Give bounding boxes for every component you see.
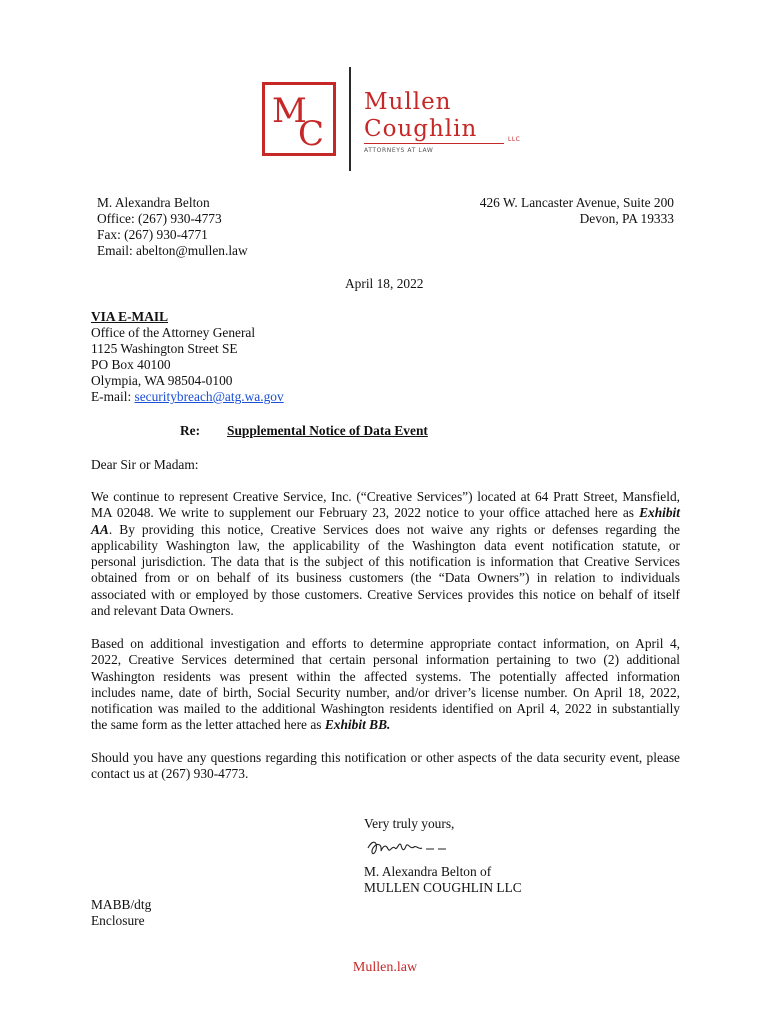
exhibit-aa-ref-part2: AA: [91, 521, 109, 537]
paragraph-3-line: Should you have any questions regarding this notification or other aspects of the data security event, please: [91, 750, 680, 765]
enclosure-note: Enclosure: [91, 913, 145, 928]
salutation: Dear Sir or Madam:: [91, 457, 199, 472]
reference-initials: MABB/dtg: [91, 897, 152, 912]
valediction: Very truly yours,: [364, 816, 455, 831]
sender-email: Email: abelton@mullen.law: [97, 243, 248, 258]
sender-name: M. Alexandra Belton: [97, 195, 210, 210]
paragraph-1-line: obtained from or on behalf of its business customers (the “Data Owners”) in relation to individuals: [91, 570, 680, 586]
signer-firm: MULLEN COUGHLIN LLC: [364, 880, 522, 895]
svg-text:C: C: [298, 114, 325, 154]
paragraph-3-line: contact us at (267) 930-4773.: [91, 766, 249, 782]
letter-date: April 18, 2022: [345, 276, 424, 291]
paragraph-2-line: Washington residents was present within the affected systems. The potentially affected information: [91, 668, 680, 684]
sender-fax: Fax: (267) 930-4771: [97, 227, 208, 242]
paragraph-2-line: includes name, date of birth, Social Security number, and/or driver’s license number. On April 18, 2022,: [91, 684, 680, 700]
handwritten-signature: [364, 836, 464, 858]
mc-logo-mark: [262, 82, 336, 156]
svg-text:M: M: [272, 91, 307, 131]
paragraph-1-line: and relevant Data Owners.: [91, 603, 234, 619]
brand-name-mullen: Mullen: [364, 89, 452, 115]
paragraph-1-line: applicability Washington law, the applicability of the Washington data event notification statute, or: [91, 537, 680, 553]
brand-underline: [364, 143, 504, 144]
paragraph-1-line: personal jurisdiction. The data that is the subject of this notification is information that Creative Services: [91, 554, 680, 570]
re-label: Re:: [180, 423, 201, 438]
paragraph-1-line: associated with or employed by those customers. Creative Services provides this notice on behalf of itself: [91, 586, 680, 602]
paragraph-2-line: Based on additional investigation and efforts to determine appropriate contact information, on April 4,: [91, 636, 680, 651]
paragraph-1: [91, 489, 680, 619]
sender-address-line1: 426 W. Lancaster Avenue, Suite 200: [479, 195, 674, 210]
brand-llc: LLC: [508, 136, 521, 143]
signer-name: M. Alexandra Belton of: [364, 864, 492, 879]
exhibit-aa-ref-part1: Exhibit: [639, 505, 680, 521]
recipient-line3: PO Box 40100: [91, 357, 171, 372]
recipient-email-link[interactable]: securitybreach@atg.wa.gov: [134, 389, 284, 404]
recipient-line4: Olympia, WA 98504-0100: [91, 373, 233, 388]
brand-tagline: ATTORNEYS AT LAW: [364, 147, 434, 154]
paragraph-2-line: the same form as the letter attached here as Exhibit BB.: [91, 717, 391, 733]
paragraph-1-line: MA 02048. We write to supplement our February 23, 2022 notice to your office attached here as Exhibit: [91, 505, 680, 521]
recipient-line2: 1125 Washington Street SE: [91, 341, 238, 356]
sender-office-phone: Office: (267) 930-4773: [97, 211, 222, 226]
paragraph-1-line: AA. By providing this notice, Creative Services does not waive any rights or defenses regarding the: [91, 521, 680, 537]
exhibit-bb-ref: Exhibit BB.: [324, 717, 391, 733]
recipient-email-label: E-mail:: [91, 389, 135, 404]
recipient-line1: Office of the Attorney General: [91, 325, 256, 340]
paragraph-2-line: 2022, Creative Services determined that certain personal information pertaining to two (2) additional: [91, 652, 680, 668]
footer-website[interactable]: Mullen.law: [352, 960, 418, 975]
recipient-email-row: [91, 389, 284, 405]
paragraph-2-line: notification was mailed to the additional Washington residents identified on April 4, 2022 in substantially: [91, 701, 680, 717]
sender-address-line2: Devon, PA 19333: [579, 211, 674, 226]
paragraph-3: [91, 750, 680, 783]
paragraph-1-line: We continue to represent Creative Service, Inc. (“Creative Services”) located at 64 Pratt Street, Mansfield,: [91, 489, 680, 504]
re-subject: Supplemental Notice of Data Event: [227, 423, 428, 438]
delivery-method: VIA E-MAIL: [91, 309, 169, 324]
brand-name-coughlin: Coughlin: [364, 116, 478, 142]
paragraph-2: [91, 636, 680, 734]
logo-divider: [349, 67, 351, 171]
